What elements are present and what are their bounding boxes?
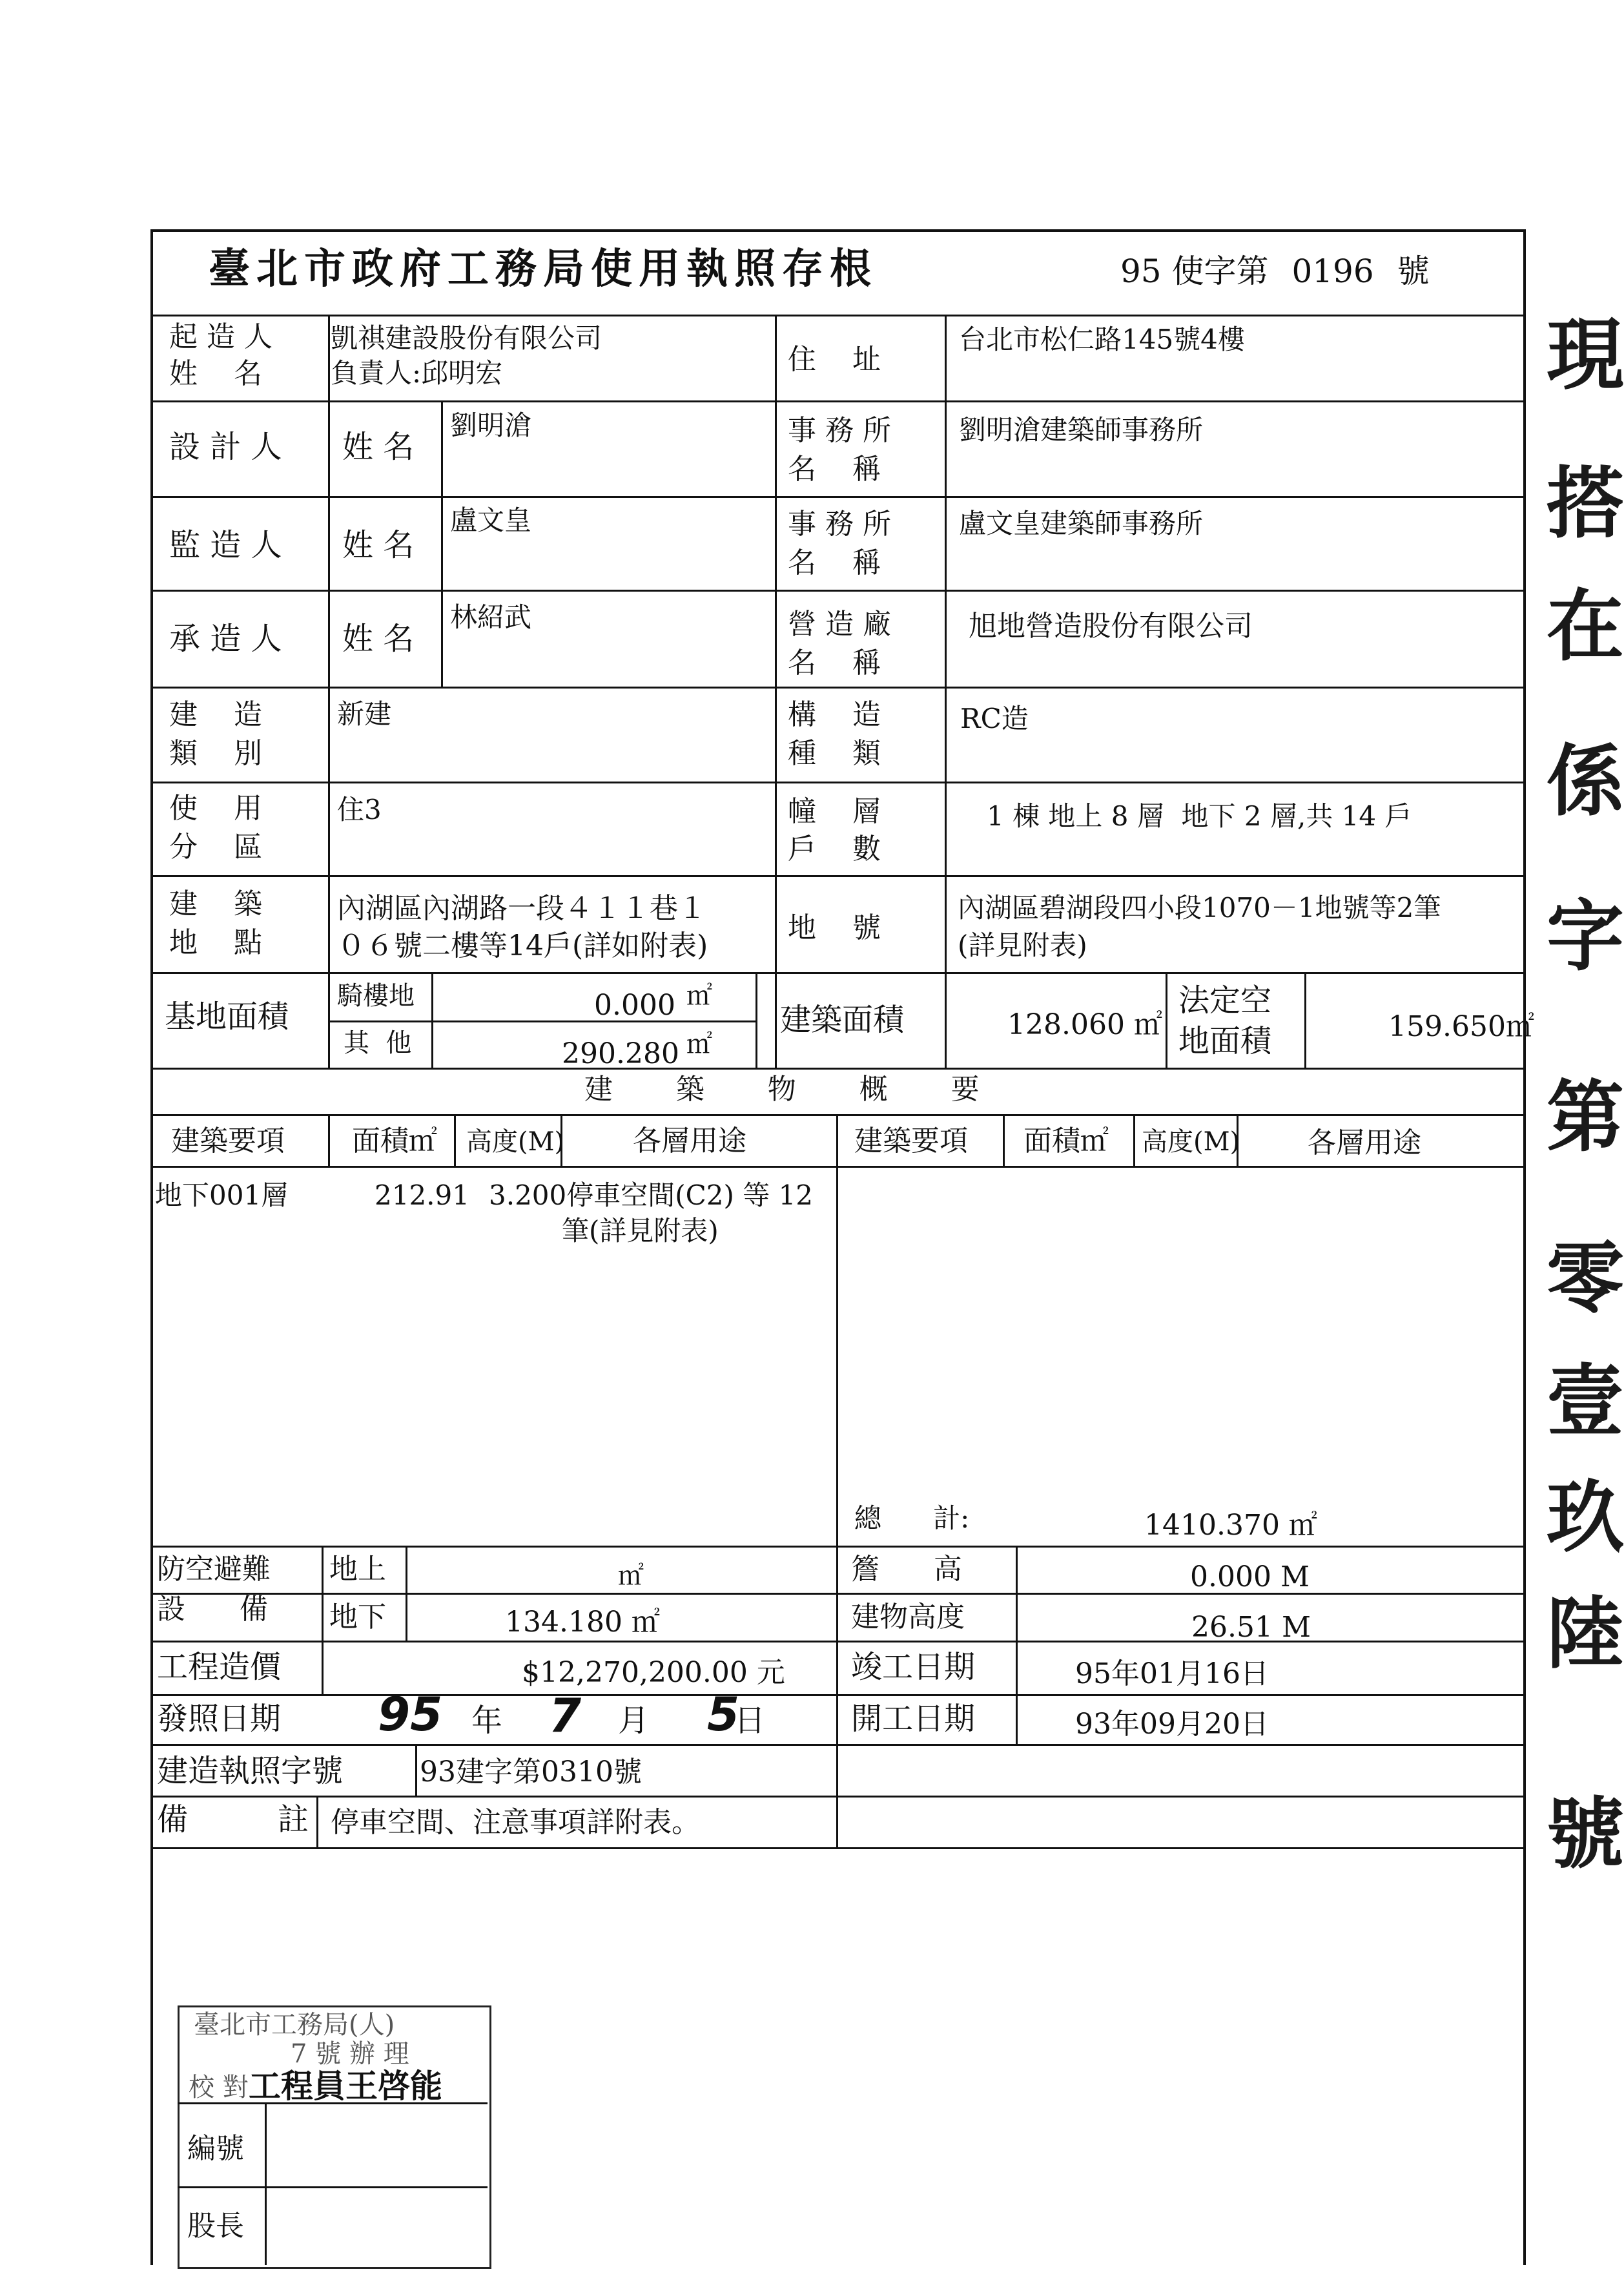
- grid-line: [150, 1593, 1526, 1595]
- col-use-right: 各層用途: [1308, 1126, 1421, 1159]
- floor-name: 地下001層: [155, 1179, 289, 1211]
- total-label: 總 計:: [854, 1502, 970, 1534]
- grid-line: [755, 972, 757, 1068]
- license-number-mid: 使字第: [1171, 253, 1269, 290]
- side-seal-text: [1547, 309, 1624, 1899]
- side-char: 字: [1547, 891, 1624, 982]
- stamp-chief-label: 股長: [187, 2210, 244, 2243]
- zone-value: 住3: [337, 794, 382, 825]
- stamp-code-label: 編號: [187, 2132, 244, 2165]
- shelter-above-value: ㎡: [618, 1561, 644, 1591]
- issue-year: 95: [378, 1687, 443, 1741]
- lot-line-1: 內湖區碧湖段四小段1070－1地號等2筆: [958, 892, 1441, 924]
- other-area-unit: ㎡: [686, 1030, 712, 1059]
- owner-company: 凱祺建設股份有限公司: [331, 322, 602, 354]
- eave-label: 簷 高: [851, 1553, 962, 1586]
- owner-label-2: 姓 名: [169, 357, 262, 390]
- total-area: 1410.370 ㎡: [1144, 1509, 1317, 1542]
- side-char: 零: [1547, 1233, 1624, 1324]
- stamp-line: [265, 2102, 267, 2265]
- building-area-label: 建築面積: [780, 1002, 905, 1038]
- other-label: 其 他: [344, 1028, 412, 1058]
- stamp-line: [178, 2186, 488, 2188]
- grid-line: [150, 1694, 1526, 1696]
- designer-label: 設 計 人: [169, 429, 282, 465]
- side-char: 號: [1547, 1788, 1624, 1880]
- grid-line: [441, 400, 443, 687]
- grid-line: [150, 875, 1526, 877]
- grid-line: [1304, 972, 1306, 1068]
- supervisor-name: 盧文皇: [450, 504, 532, 536]
- location-line-1: 內湖區內湖路一段４１１巷１: [337, 892, 706, 925]
- floors-value: 1 棟 地上 8 層 地下 2 層,共 14 戶: [987, 800, 1412, 832]
- col-area-right: 面積㎡: [1023, 1124, 1109, 1157]
- remarks-label-2: 註: [278, 1801, 309, 1838]
- zone-label-1: 使 用: [169, 792, 262, 825]
- owner-label-1: 起 造 人: [169, 320, 272, 353]
- license-number-value: 0196: [1291, 253, 1374, 290]
- stamp-line-2: 7 號 辦 理: [291, 2039, 409, 2069]
- side-char: 係: [1547, 736, 1624, 827]
- open-space-label-1: 法定空: [1178, 982, 1272, 1019]
- arcade-label: 騎樓地: [337, 981, 415, 1011]
- col-use-left: 各層用途: [633, 1124, 746, 1157]
- start-date: 93年09月20日: [1075, 1708, 1269, 1741]
- grid-line: [150, 1744, 1526, 1746]
- grid-line: [150, 782, 1526, 783]
- structure-label-2: 種 類: [788, 737, 881, 770]
- grid-line: [150, 972, 1526, 974]
- grid-line: [150, 496, 1526, 498]
- designer-office-label-1: 事 務 所: [788, 414, 891, 447]
- zone-label-2: 分 區: [169, 831, 262, 864]
- grid-line: [328, 1021, 755, 1022]
- grid-line: [316, 1796, 318, 1847]
- grid-line: [150, 1847, 1526, 1849]
- shelter-label-1: 防空避難: [157, 1553, 271, 1586]
- address-label: 住 址: [788, 343, 881, 376]
- lot-label: 地 號: [788, 911, 881, 944]
- grid-line: [150, 1166, 1526, 1168]
- structure-label-1: 構 造: [788, 698, 881, 731]
- col-area-left: 面積㎡: [352, 1124, 437, 1157]
- open-space-label-2: 地面積: [1178, 1023, 1272, 1059]
- side-char: 壹: [1547, 1356, 1624, 1447]
- shelter-below-label: 地下: [329, 1601, 386, 1633]
- side-char: 在: [1547, 581, 1624, 672]
- completion-date: 95年01月16日: [1075, 1657, 1269, 1690]
- side-char: 搭: [1547, 458, 1624, 549]
- building-height-label: 建物高度: [851, 1601, 965, 1633]
- grid-line: [150, 687, 1526, 689]
- building-height: 26.51 M: [1191, 1611, 1311, 1644]
- supervisor-office-label-1: 事 務 所: [788, 508, 891, 541]
- grid-line: [150, 590, 1526, 592]
- permit-no-label: 建造執照字號: [157, 1753, 344, 1789]
- location-label-2: 地 點: [169, 926, 262, 959]
- grid-line: [328, 1114, 330, 1166]
- permit-no: 93建字第0310號: [420, 1756, 642, 1788]
- col-height-left: 高度(M): [466, 1127, 565, 1157]
- grid-line: [431, 972, 433, 1068]
- side-char: 現: [1547, 309, 1624, 400]
- open-space-area: 159.650㎡: [1388, 1010, 1534, 1043]
- floors-label-1: 幢 層: [788, 795, 881, 828]
- cost-value: $12,270,200.00 元: [522, 1656, 785, 1689]
- eave-height: 0.000 M: [1190, 1560, 1310, 1593]
- license-number-prefix: 95: [1120, 253, 1162, 290]
- builder-label-1: 營 造 廠: [788, 608, 891, 641]
- lot-line-2: (詳見附表): [958, 929, 1087, 961]
- designer-name-label: 姓 名: [342, 429, 415, 465]
- stamp-check-label: 校 對: [189, 2073, 249, 2102]
- location-label-1: 建 築: [169, 887, 262, 920]
- grid-line: [945, 315, 947, 1068]
- grid-line: [415, 1744, 417, 1796]
- grid-line: [406, 1546, 407, 1641]
- supervisor-name-label: 姓 名: [342, 527, 415, 563]
- grid-line: [150, 1068, 1526, 1070]
- grid-line: [1016, 1546, 1018, 1746]
- remarks-label-1: 備: [157, 1801, 189, 1838]
- grid-line: [775, 315, 777, 1068]
- stamp-engineer: 工程員王啓能: [249, 2067, 442, 2105]
- supervisor-office: 盧文皇建築師事務所: [959, 508, 1204, 539]
- supervisor-office-label-2: 名 稱: [788, 546, 881, 579]
- grid-line: [150, 1546, 1526, 1548]
- floor-area: 212.91: [375, 1179, 469, 1211]
- col-item-right: 建築要項: [854, 1124, 968, 1157]
- issue-month-label: 月: [618, 1703, 650, 1739]
- designer-office-label-2: 名 稱: [788, 453, 881, 486]
- grid-line: [1133, 1114, 1135, 1166]
- designer-name: 劉明滄: [450, 409, 532, 441]
- grid-line: [1003, 1114, 1005, 1166]
- license-number-suffix: 號: [1397, 253, 1430, 290]
- overview-heading: 建 築 物 概 要: [584, 1073, 980, 1106]
- contractor-company: 旭地營造股份有限公司: [969, 610, 1253, 643]
- grid-line: [1166, 972, 1167, 1068]
- cost-label: 工程造價: [157, 1649, 282, 1685]
- building-area: 128.060 ㎡: [1007, 1008, 1162, 1041]
- grid-line: [454, 1114, 456, 1166]
- issue-day-label: 日: [734, 1703, 766, 1739]
- shelter-above-label: 地上: [329, 1553, 386, 1586]
- floor-note: 筆(詳見附表): [562, 1215, 719, 1247]
- completion-label: 竣工日期: [851, 1649, 976, 1685]
- designer-office: 劉明滄建築師事務所: [959, 414, 1204, 446]
- build-type-label-2: 類 別: [169, 737, 262, 770]
- grid-line: [836, 1114, 838, 1847]
- arcade-area: 0.000: [594, 989, 675, 1022]
- build-type: 新建: [337, 698, 392, 730]
- contractor-name: 林紹武: [450, 601, 532, 633]
- site-area-label: 基地面積: [165, 999, 289, 1035]
- issue-year-label: 年: [471, 1703, 503, 1739]
- issue-day: 5: [707, 1687, 740, 1741]
- col-height-right: 高度(M): [1142, 1127, 1240, 1157]
- issue-month: 7: [549, 1688, 582, 1743]
- build-type-label-1: 建 造: [169, 698, 262, 731]
- grid-line: [150, 315, 1526, 316]
- stamp-line-1: 臺北市工務局(人): [194, 2010, 395, 2040]
- location-line-2: ０６號二樓等14戶(詳如附表): [337, 929, 708, 962]
- contractor-label: 承 造 人: [169, 621, 282, 657]
- builder-label-2: 名 稱: [788, 647, 881, 679]
- floors-label-2: 戶 數: [788, 833, 881, 865]
- page-title: 臺北市政府工務局使用執照存根: [209, 245, 878, 293]
- grid-line: [150, 1114, 1526, 1116]
- shelter-label-2: 設 備: [157, 1593, 268, 1626]
- issue-label: 發照日期: [157, 1701, 282, 1737]
- shelter-below-value: 134.180 ㎡: [505, 1606, 660, 1639]
- structure-type: RC造: [960, 703, 1029, 734]
- owner-address: 台北市松仁路145號4樓: [959, 324, 1245, 355]
- side-char: 玖: [1547, 1472, 1624, 1563]
- floor-height-use: 3.200停車空間(C2) 等 12: [489, 1179, 814, 1211]
- start-label: 開工日期: [851, 1701, 976, 1737]
- side-char: 陸: [1547, 1588, 1624, 1679]
- owner-representative: 負責人:邱明宏: [331, 357, 503, 389]
- grid-line: [150, 400, 1526, 402]
- remarks: 停車空間、注意事項詳附表。: [331, 1806, 700, 1839]
- arcade-area-unit: ㎡: [686, 981, 712, 1011]
- other-area: 290.280: [562, 1037, 679, 1070]
- col-item-left: 建築要項: [171, 1124, 285, 1157]
- grid-line: [322, 1546, 324, 1696]
- grid-line: [150, 1796, 1526, 1798]
- supervisor-label: 監 造 人: [169, 527, 282, 563]
- side-char: 第: [1547, 1072, 1624, 1163]
- grid-line: [328, 315, 330, 1068]
- grid-line: [150, 1641, 1526, 1642]
- contractor-name-label: 姓 名: [342, 621, 415, 657]
